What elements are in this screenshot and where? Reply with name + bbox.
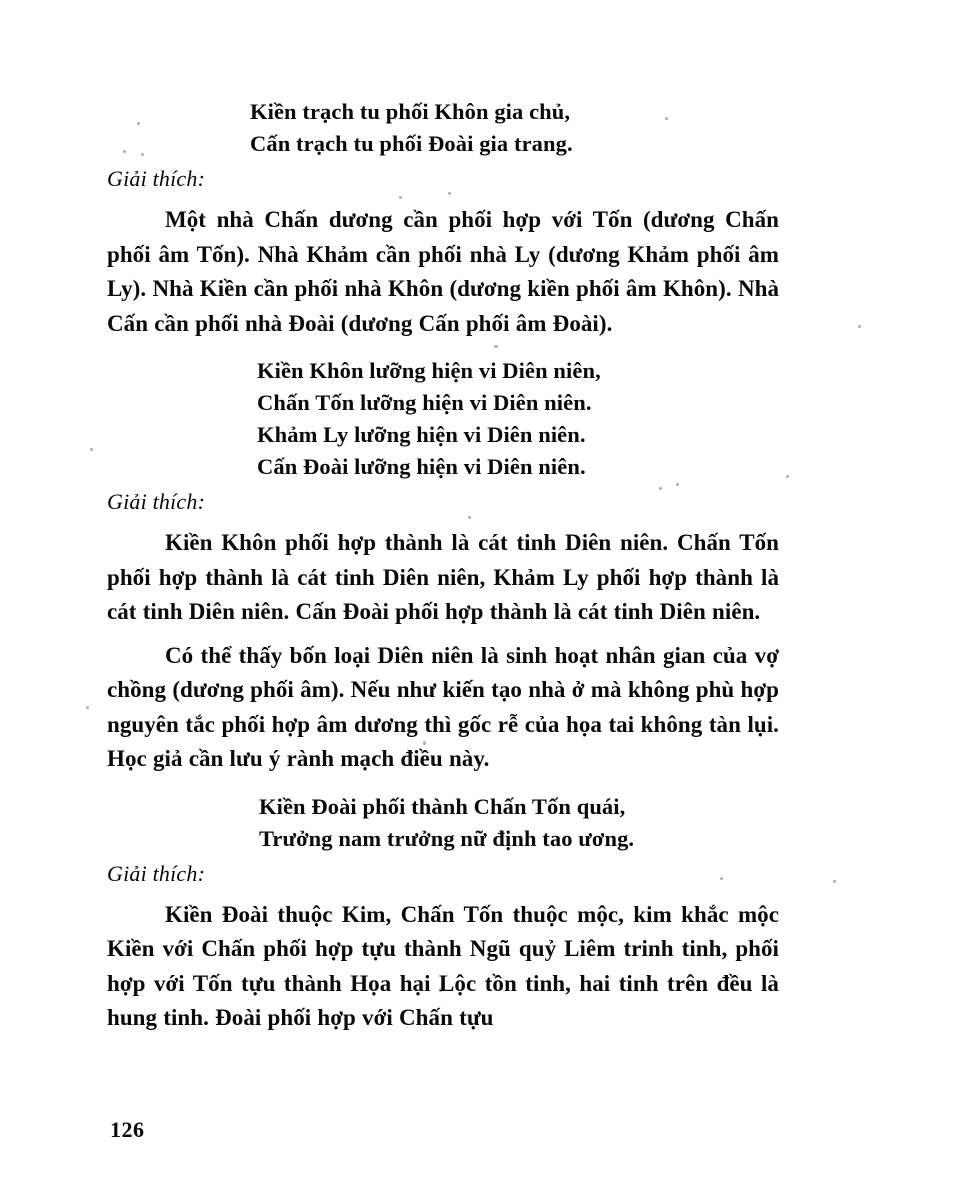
text-column [107,96,779,1036]
section-label-giai-thich-1: Giải thích: [107,166,206,191]
verse-line: Cấn Đoài lưỡng hiện vi Diên niên. [257,454,586,479]
verse-line: Cấn trạch tu phối Đoài gia trang. [250,131,573,156]
scan-speck [786,475,789,478]
section-label-giai-thich-3: Giải thích: [107,860,206,886]
scan-speck [90,448,93,451]
spacer [107,341,779,355]
page-number: 126 [110,1117,145,1142]
verse-line: Kiền trạch tu phối Khôn gia chủ, [250,99,571,124]
verse-line: Chấn Tốn lưỡng hiện vi Diên niên. [257,390,592,415]
verse-block-3 [107,791,779,855]
verse-line: Trưởng nam trưởng nữ định tao ương. [259,825,635,851]
spacer [107,777,779,791]
body-paragraph-4: Kiền Đoài thuộc Kim, Chấn Tốn thuộc mộc, kim khắc mộc Kiền với Chấn phối hợp tựu thành Ngũ quỷ Liêm trinh tinh, phối hợp với Tốn tựu thành Họa hại Lộc tồn tinh, hai tinh trên đều là hung tinh. Đoài phối hợp với Chấn tựu [107,901,779,1030]
body-paragraph-1: Một nhà Chấn dương cần phối hợp với Tốn (dương Chấn phối âm Tốn). Nhà Khảm cần phối nhà Ly (dương Khảm phối âm Ly). Nhà Kiền cần phối nhà Khôn (dương kiền phối âm Khôn). Nhà Cấn cần phối nhà Đoài (dương Cấn phối âm Đoài). [107,207,779,336]
spacer [107,194,779,203]
verse-line: Kiền Khôn lưỡng hiện vi Diên niên, [257,358,601,383]
verse-line: Khảm Ly lưỡng hiện vi Diên niên. [257,422,586,447]
section-label-giai-thich-2: Giải thích: [107,489,206,514]
body-paragraph-3: Có thể thấy bốn loại Diên niên là sinh hoạt nhân gian của vợ chồng (dương phối âm). Nếu như kiến tạo nhà ở mà không phù hợp nguyên tắc phối hợp âm dương thì gốc rễ của họa tai không tàn lụi. Học giả cần lưu ý rành mạch điều này. [107,642,779,771]
scan-speck [858,325,861,328]
verse-block-1 [107,96,779,160]
scan-speck [833,880,836,883]
spacer [107,517,779,526]
verse-line: Kiền Đoài phối thành Chấn Tốn quái, [259,793,626,819]
verse-block-2 [107,355,779,483]
spacer [107,889,779,898]
body-paragraph-2: Kiền Khôn phối hợp thành là cát tinh Diên niên. Chấn Tốn phối hợp thành là cát tinh Diên niên, Khảm Ly phối hợp thành là cát tinh Diên niên. Cấn Đoài phối hợp thành là cát tinh Diên niên. [107,530,779,624]
scan-speck [86,706,89,709]
spacer [107,630,779,639]
